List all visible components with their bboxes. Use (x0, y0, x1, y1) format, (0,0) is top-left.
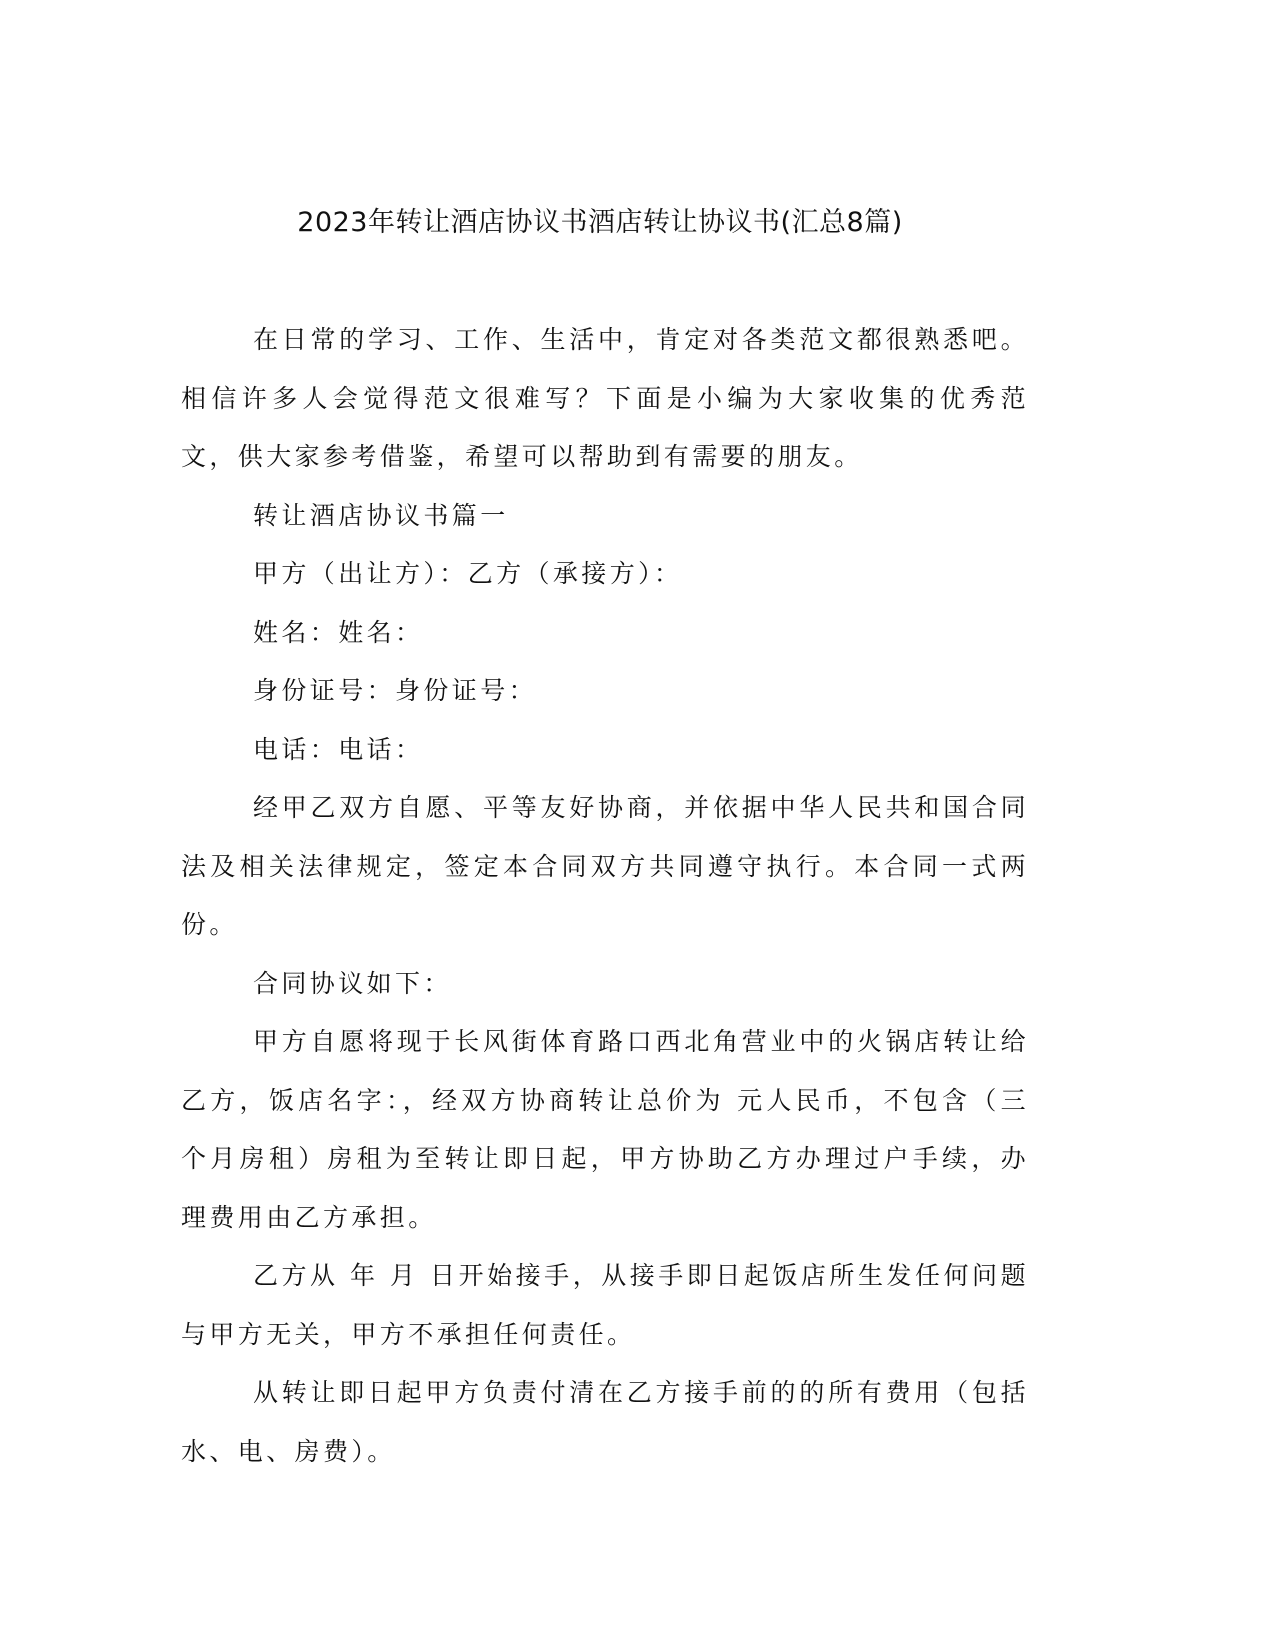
paragraph-takeover-date: 乙方从 年 月 日开始接手，从接手即日起饭店所生发任何问题与甲方无关，甲方不承担任何责任。 (181, 1261, 1029, 1349)
paragraph-fees: 从转让即日起甲方负责付清在乙方接手前的的所有费用（包括水、电、房费）。 (181, 1378, 1029, 1466)
document-title: 2023年转让酒店协议书酒店转让协议书(汇总8篇) (297, 207, 903, 238)
id-number-field-line: 身份证号：身份证号： (253, 676, 538, 705)
paragraph-intro: 在日常的学习、工作、生活中，肯定对各类范文都很熟悉吧。相信许多人会觉得范文很难写？下面是小编为大家收集的优秀范文，供大家参考借鉴，希望可以帮助到有需要的朋友。 (181, 325, 1029, 471)
phone-field-line: 电话：电话： (253, 734, 424, 764)
section-heading: 转让酒店协议书篇一 (253, 500, 509, 530)
document-body (181, 311, 1029, 1481)
paragraph-transfer-terms: 甲方自愿将现于长风街体育路口西北角营业中的火锅店转让给乙方，饭店名字：，经双方协商转让总价为 元人民币，不包含（三个月房租）房租为至转让即日起，甲方协助乙方办理过户手续，办理费用由乙方承担。 (181, 1027, 1029, 1232)
paragraph-agreement-basis: 经甲乙双方自愿、平等友好协商，并依据中华人民共和国合同法及相关法律规定，签定本合同双方共同遵守执行。本合同一式两份。 (181, 793, 1029, 939)
party-line: 甲方（出让方）：乙方（承接方）： (253, 559, 683, 588)
name-field-line: 姓名：姓名： (253, 617, 424, 647)
paragraph-terms-heading: 合同协议如下： (253, 968, 452, 998)
